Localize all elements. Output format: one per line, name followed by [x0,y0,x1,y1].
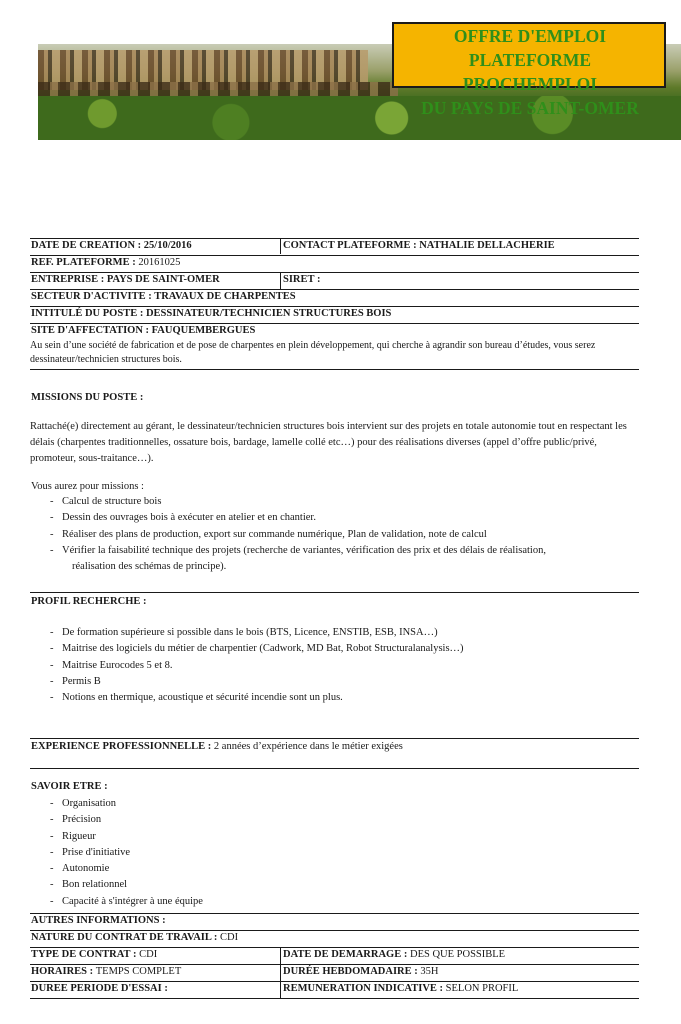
profil-heading: PROFIL RECHERCHE : [31,596,147,607]
experience-label: EXPERIENCE PROFESSIONNELLE : [31,741,214,752]
table-rule [30,947,639,948]
list-item [50,543,640,576]
table-rule [30,255,639,256]
duree-value: 35H [420,966,439,977]
list-item: - Maitrise des logiciels du métier de charpentier (Cadwork, MD Bat, Robot Structuralanalysis…) [50,641,640,657]
table-rule [30,369,639,370]
duree-label: DURÉE HEBDOMADAIRE : [283,966,421,977]
list-item-continuation: réalisation des schémas de principe). [72,561,227,573]
duree-periode-essai: DUREE PERIODE D'ESSAI : [31,983,168,994]
table-rule [30,272,639,273]
type-contrat [31,949,157,960]
title-line-2: PLATEFORME [468,50,592,70]
list-item: - Prise d'initiative [50,845,640,861]
date-creation: DATE DE CREATION : 25/10/2016 [31,240,192,251]
nature-label: NATURE DU CONTRAT DE TRAVAIL : [31,932,221,943]
table-rule [30,981,639,982]
table-rule [30,592,639,593]
duree-hebdomadaire [283,966,438,977]
type-label: TYPE DE CONTRAT : [31,949,140,960]
secteur-activite: SECTEUR D'ACTIVITE : TRAVAUX DE CHARPENTES [31,291,296,302]
table-rule [30,289,639,290]
list-item: - Autonomie [50,861,640,877]
title-line-3: PROCHEMPLOI [462,74,598,94]
column-divider [280,272,281,289]
title-line-4: DU PAYS DE SAINT-OMER [421,98,639,118]
type-value: CDI [139,949,158,960]
missions-list [50,494,640,575]
horaires-value: TEMPS COMPLET [95,966,182,977]
list-item: - Capacité à s'intégrer à une équipe [50,894,640,910]
remuneration-indicative [283,983,518,994]
date-demarrage [283,949,505,960]
table-rule [30,323,639,324]
missions-lead: Vous aurez pour missions : [31,481,144,492]
experience-value: 2 années d’expérience dans le métier exigées [213,741,403,752]
nature-value: CDI [220,932,239,943]
building-base [38,82,398,96]
offer-title [392,24,668,120]
list-item: - Permis B [50,674,640,690]
ref-plateforme [31,257,180,268]
siret: SIRET : [283,274,321,285]
list-item: - Calcul de structure bois [50,494,640,510]
table-rule [30,964,639,965]
ref-value: 20161025 [138,257,181,268]
remuneration-label: REMUNERATION INDICATIVE : [283,983,446,994]
list-item: - De formation supérieure si possible dans le bois (BTS, Licence, ENSTIB, ESB, INSA…) [50,625,640,641]
table-rule [30,930,639,931]
intitule-poste: INTITULÉ DU POSTE : DESSINATEUR/TECHNICIEN STRUCTURES BOIS [31,308,392,319]
ref-label: REF. PLATEFORME : [31,257,139,268]
horaires [31,966,181,977]
savoir-etre-heading: SAVOIR ETRE : [31,781,108,792]
profil-list [50,625,640,706]
list-item-text: Vérifier la faisabilité technique des projets (recherche de variantes, vérification des prix et des délais de réalisation, [62,544,546,556]
demarrage-label: DATE DE DEMARRAGE : [283,949,410,960]
title-line-1: OFFRE D'EMPLOI [453,26,607,46]
site-description: Au sein d’une société de fabrication et de pose de charpentes en plein développement, qui cherche à agrandir son bureau d’études, vous serez dessinateur/technicien structures bois. [30,340,596,365]
remuneration-value: SELON PROFIL [445,983,519,994]
list-item: - Réaliser des plans de production, export sur commande numérique, Plan de validation, note de calcul [50,527,640,543]
table-rule [30,768,639,769]
list-item: - Maitrise Eurocodes 5 et 8. [50,658,640,674]
experience-professionnelle [31,741,403,752]
site-affectation: SITE D'AFFECTATION : FAUQUEMBERGUES [31,325,256,336]
column-divider [280,238,281,254]
list-item: - Bon relationnel [50,877,640,893]
table-rule [30,998,639,999]
nature-contrat [31,932,238,943]
demarrage-value: DES QUE POSSIBLE [409,949,506,960]
list-item: - Précision [50,812,640,828]
entreprise: ENTREPRISE : PAYS DE SAINT-OMER [31,274,220,285]
horaires-label: HORAIRES : [31,966,96,977]
table-rule [30,306,639,307]
list-item: - Dessin des ouvrages bois à exécuter en atelier et en chantier. [50,510,640,526]
autres-informations: AUTRES INFORMATIONS : [31,915,166,926]
table-rule [30,913,639,914]
list-item: - Notions en thermique, acoustique et sécurité incendie sont un plus. [50,690,640,706]
table-rule [30,738,639,739]
column-divider [280,947,281,998]
savoir-etre-list [50,796,640,910]
contact-plateforme: CONTACT PLATEFORME : NATHALIE DELLACHERIE [283,240,555,251]
list-item: - Organisation [50,796,640,812]
list-item: - Rigueur [50,829,640,845]
missions-intro: Rattaché(e) directement au gérant, le dessinateur/technicien structures bois intervient sur des projets en totale autonomie tout en respectant les délais (charpentes traditionnelles, ossature bois, bardage, lamelle collé etc…) pour des réalisations diverses (appel d’offre public/privé, promoteur, sous-traitance…). [30,421,627,464]
table-rule [30,238,639,239]
missions-heading: MISSIONS DU POSTE : [31,392,144,403]
